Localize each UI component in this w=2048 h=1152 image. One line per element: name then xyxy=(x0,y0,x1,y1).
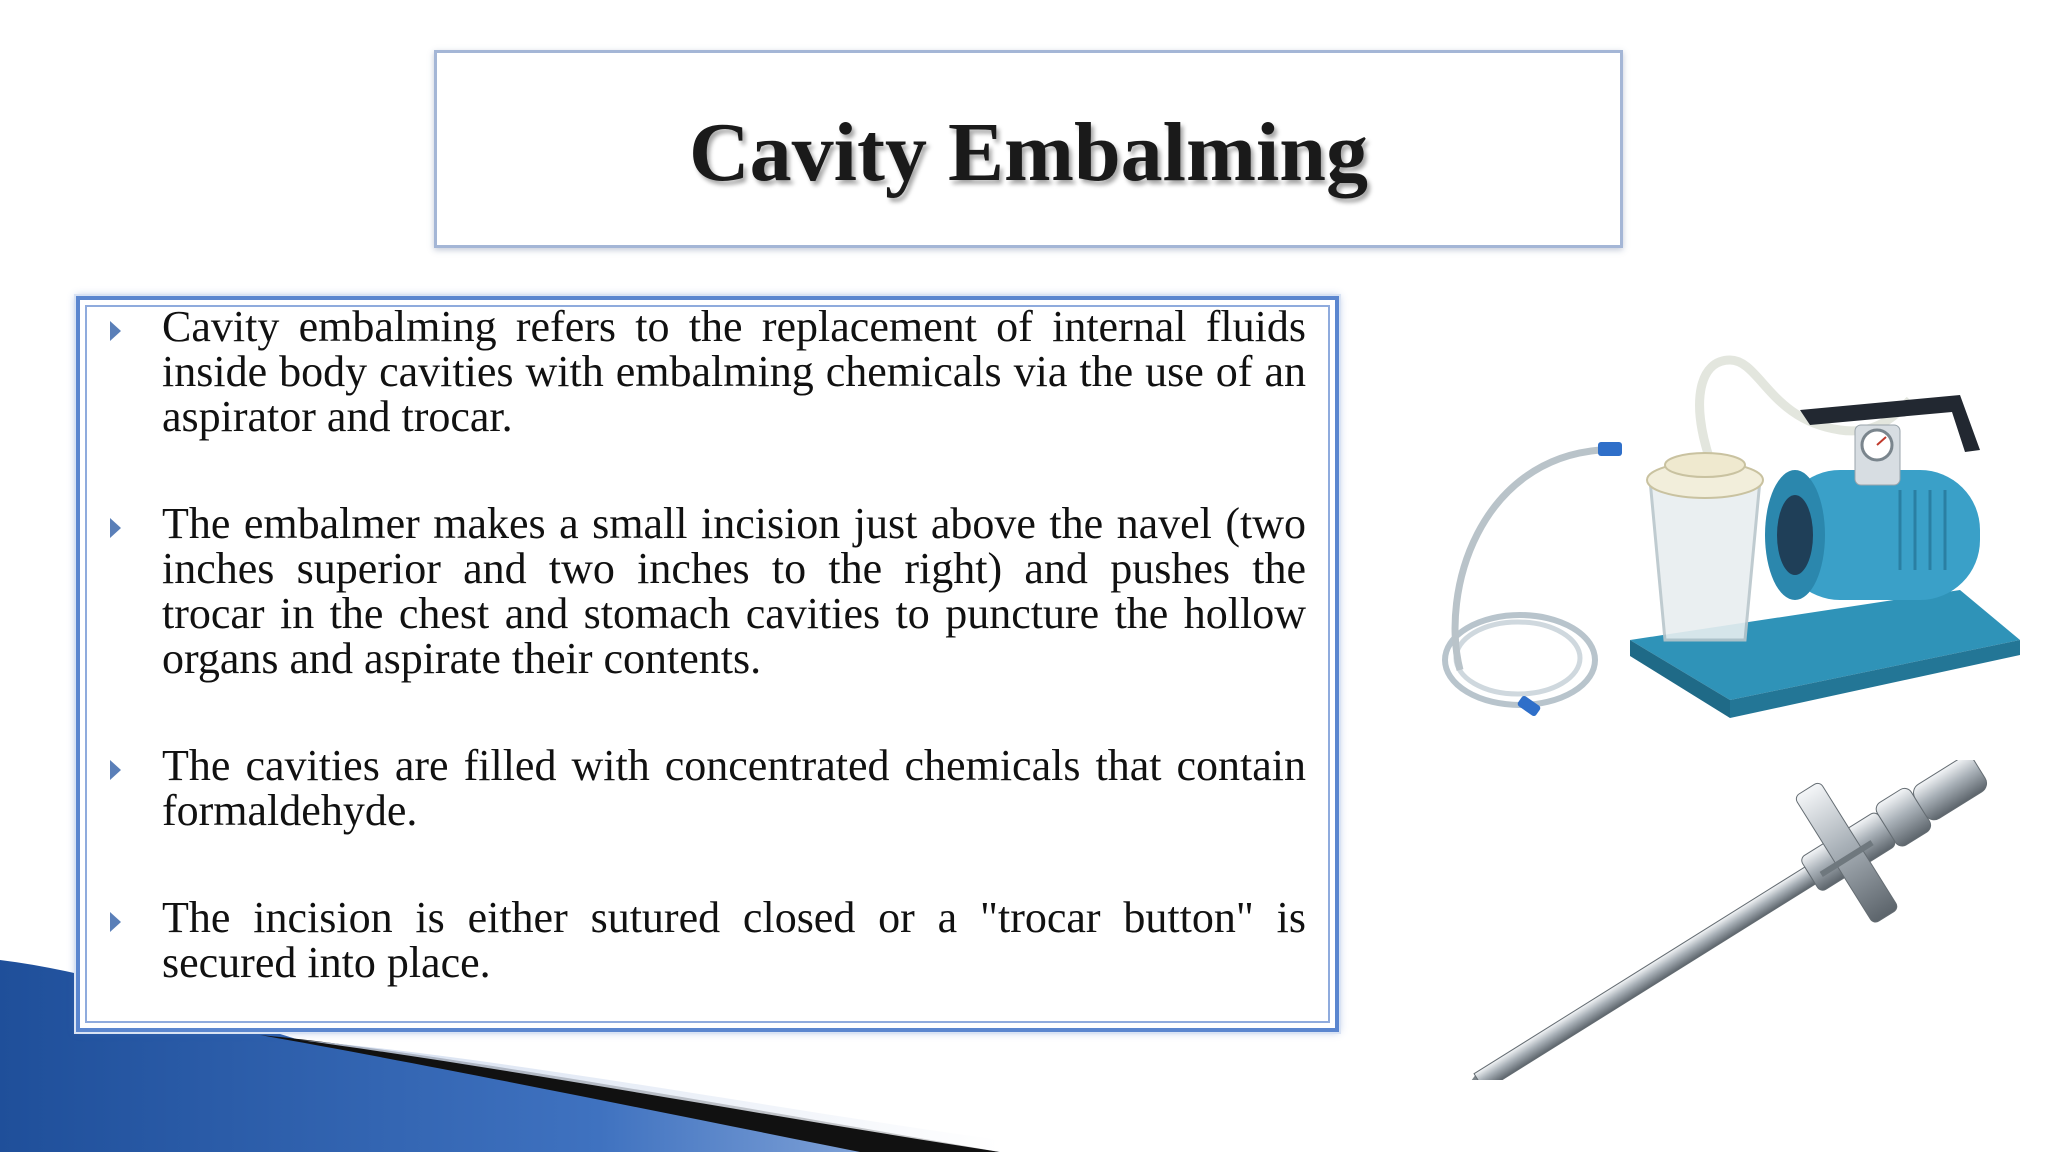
aspirator-pump-image xyxy=(1400,340,2048,760)
bullet-text: The embalmer makes a small incision just above the navel (two inches superior and two inches to the right) and pushes the trocar in the chest and stomach cavities to puncture the hollow organs and aspirate their contents. xyxy=(162,499,1306,683)
bullet-arrow-icon xyxy=(110,518,121,538)
trocar-image xyxy=(1390,760,2048,1080)
bullet-arrow-icon xyxy=(110,321,121,341)
slide-title: Cavity Embalming xyxy=(688,105,1369,199)
list-item xyxy=(110,304,1306,439)
bullet-arrow-icon xyxy=(110,912,121,932)
bullet-text: Cavity embalming refers to the replacement of internal fluids inside body cavities with embalming chemicals via the use of an aspirator and trocar. xyxy=(162,302,1306,441)
bullet-text: The cavities are filled with concentrated chemicals that contain formaldehyde. xyxy=(162,741,1306,835)
bullet-list xyxy=(110,304,1306,985)
title-box xyxy=(434,50,1623,248)
list-item xyxy=(110,743,1306,833)
bullet-arrow-icon xyxy=(110,760,121,780)
content-box xyxy=(76,296,1339,1032)
list-item xyxy=(110,895,1306,985)
list-item xyxy=(110,501,1306,681)
bullet-text: The incision is either sutured closed or a "trocar button" is secured into place. xyxy=(162,893,1306,987)
